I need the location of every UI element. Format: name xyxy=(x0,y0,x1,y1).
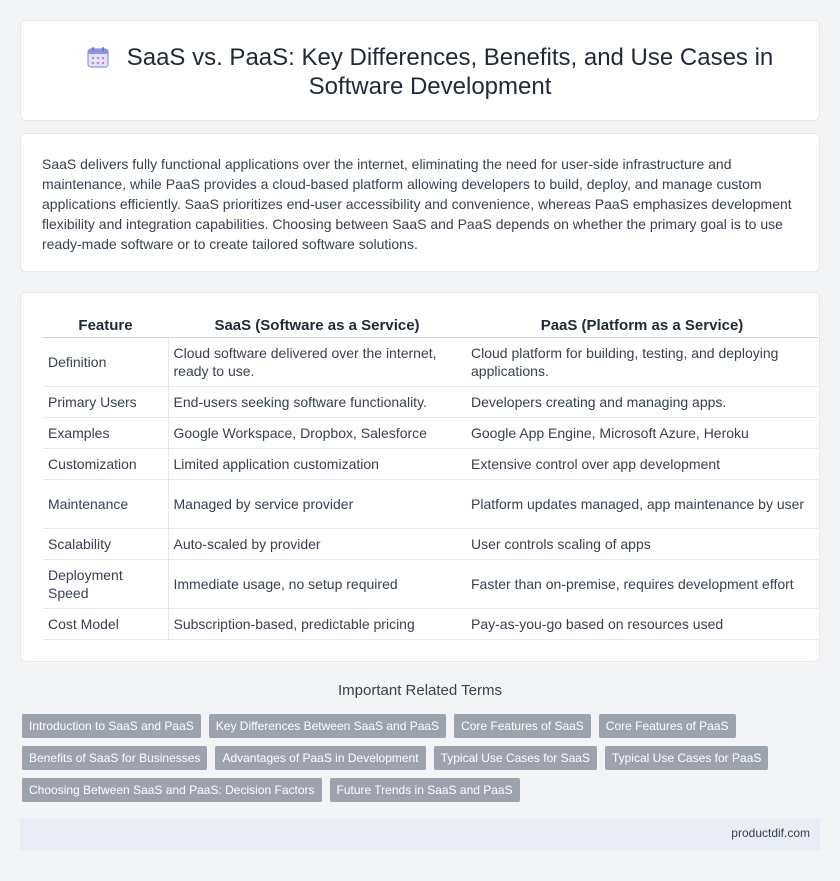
feature-cell: Definition xyxy=(43,337,168,386)
tag-row xyxy=(22,714,782,738)
paas-cell: Pay-as-you-go based on resources used xyxy=(466,608,818,639)
related-tag[interactable]: Key Differences Between SaaS and PaaS xyxy=(209,714,446,738)
table-header-row xyxy=(43,315,818,337)
feature-cell: Customization xyxy=(43,448,168,479)
table-row xyxy=(43,479,818,528)
related-tag[interactable]: Typical Use Cases for SaaS xyxy=(434,746,597,770)
footer xyxy=(20,818,820,850)
calendar-icon xyxy=(87,46,109,68)
feature-cell: Maintenance xyxy=(43,479,168,528)
related-tag[interactable]: Future Trends in SaaS and PaaS xyxy=(330,778,520,802)
comparison-card xyxy=(20,292,820,662)
table-row xyxy=(43,337,818,386)
table-row xyxy=(43,386,818,417)
saas-cell: Google Workspace, Dropbox, Salesforce xyxy=(168,417,466,448)
related-tag[interactable]: Choosing Between SaaS and PaaS: Decision Factors xyxy=(22,778,322,802)
intro-paragraph: SaaS delivers fully functional applications over the internet, eliminating the need for user-side infrastructure and maintenance, while PaaS provides a cloud-based platform allowing developers to build, deploy, and manage custom applications efficiently. SaaS prioritizes end-user accessibility and convenience, whereas PaaS emphasizes development flexibility and integration capabilities. Choosing between SaaS and PaaS depends on whether the primary goal is to use ready-made software or to create tailored software solutions. xyxy=(42,156,792,252)
table-row xyxy=(43,448,818,479)
related-tag[interactable]: Core Features of PaaS xyxy=(599,714,736,738)
paas-cell: Faster than on-premise, requires development effort xyxy=(466,559,818,608)
feature-cell: Examples xyxy=(43,417,168,448)
tag-row xyxy=(22,778,782,802)
paas-cell: Cloud platform for building, testing, and deploying applications. xyxy=(466,337,818,386)
paas-cell: User controls scaling of apps xyxy=(466,528,818,559)
related-tag[interactable]: Advantages of PaaS in Development xyxy=(215,746,425,770)
table-row xyxy=(43,559,818,608)
header-feature: Feature xyxy=(43,315,168,337)
saas-cell: Cloud software delivered over the internet, ready to use. xyxy=(168,337,466,386)
paas-cell: Extensive control over app development xyxy=(466,448,818,479)
paas-cell: Google App Engine, Microsoft Azure, Heroku xyxy=(466,417,818,448)
paas-cell: Platform updates managed, app maintenance by user xyxy=(466,479,818,528)
header-paas: PaaS (Platform as a Service) xyxy=(466,315,818,337)
footer-site[interactable]: productdif.com xyxy=(731,826,810,840)
related-tag[interactable]: Core Features of SaaS xyxy=(454,714,591,738)
feature-cell: Cost Model xyxy=(43,608,168,639)
header-card xyxy=(20,20,820,121)
tag-row xyxy=(22,746,782,770)
paas-cell: Developers creating and managing apps. xyxy=(466,386,818,417)
related-terms-tags xyxy=(22,714,782,810)
title-wrap xyxy=(81,43,779,101)
related-tag[interactable]: Benefits of SaaS for Businesses xyxy=(22,746,207,770)
intro-card xyxy=(20,133,820,272)
feature-cell: Deployment Speed xyxy=(43,559,168,608)
saas-cell: Managed by service provider xyxy=(168,479,466,528)
feature-cell: Primary Users xyxy=(43,386,168,417)
header-saas: SaaS (Software as a Service) xyxy=(168,315,466,337)
page-title-text: SaaS vs. PaaS: Key Differences, Benefits, and Use Cases in Software Development xyxy=(126,44,774,100)
table-row xyxy=(43,528,818,559)
related-terms-title: Important Related Terms xyxy=(338,682,502,699)
table-row xyxy=(43,417,818,448)
saas-cell: Auto-scaled by provider xyxy=(168,528,466,559)
related-tag[interactable]: Typical Use Cases for PaaS xyxy=(605,746,768,770)
saas-cell: End-users seeking software functionality. xyxy=(168,386,466,417)
feature-cell: Scalability xyxy=(43,528,168,559)
saas-cell: Limited application customization xyxy=(168,448,466,479)
saas-cell: Subscription-based, predictable pricing xyxy=(168,608,466,639)
table-row xyxy=(43,608,818,639)
page-title xyxy=(81,43,779,101)
saas-cell: Immediate usage, no setup required xyxy=(168,559,466,608)
related-tag[interactable]: Introduction to SaaS and PaaS xyxy=(22,714,201,738)
comparison-table xyxy=(43,315,818,640)
